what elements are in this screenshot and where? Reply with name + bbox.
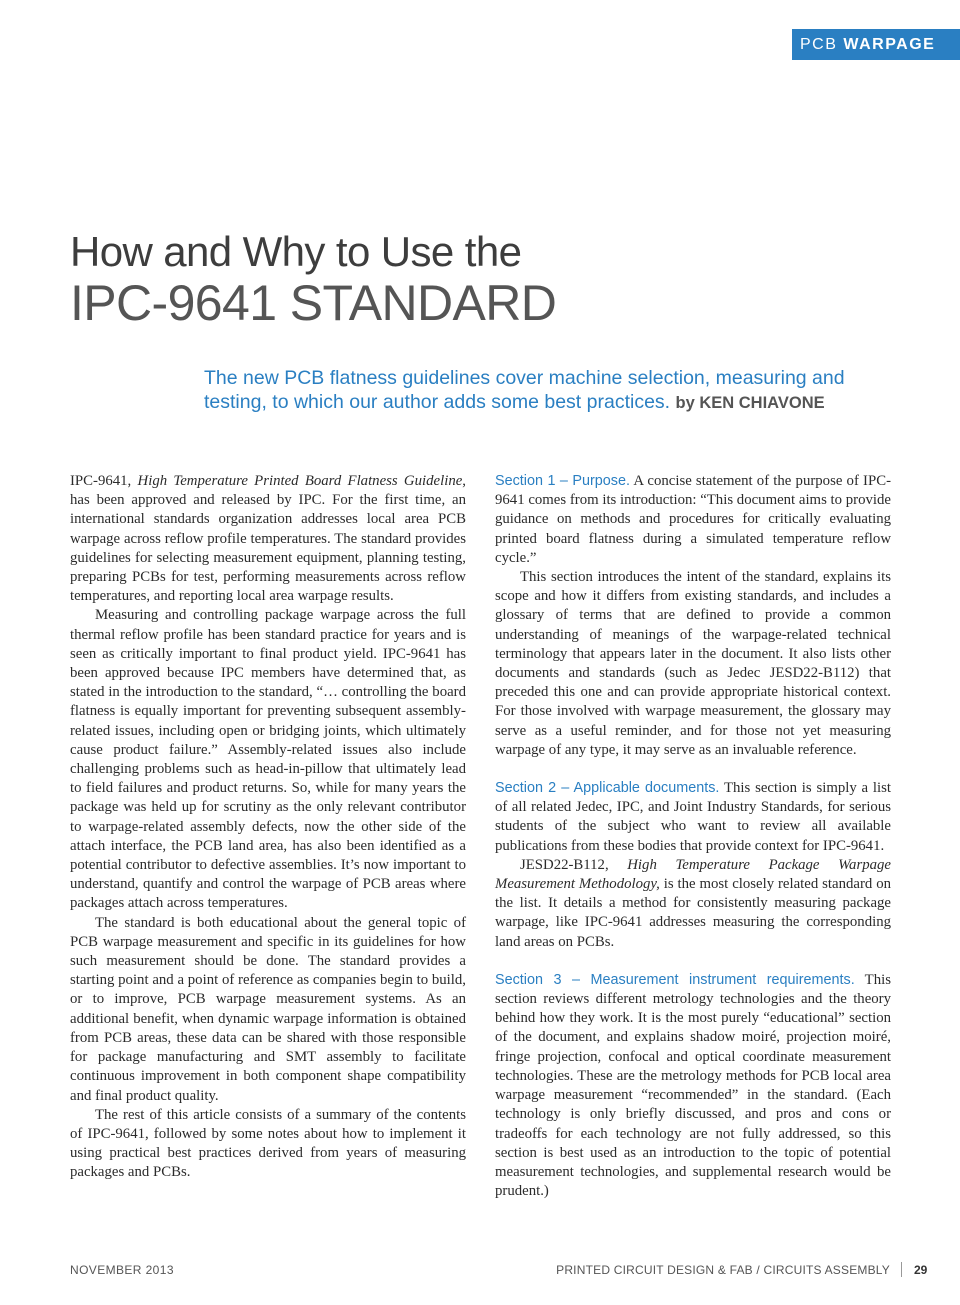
section-1-heading: Section 1 – Purpose. bbox=[495, 473, 631, 489]
article-title bbox=[70, 228, 556, 330]
article-deck bbox=[204, 366, 884, 415]
deck-text: The new PCB flatness guidelines cover machine selection, measuring and testing, to which our author adds some best practices. bbox=[204, 367, 845, 413]
byline: by KEN CHIAVONE bbox=[675, 394, 825, 412]
section-1-paragraph bbox=[495, 472, 891, 568]
section-2-heading: Section 2 – Applicable documents. bbox=[495, 780, 720, 797]
section-3-text: This section reviews different metrology technologies and the theory behind how they work. It is the most purely “educational” section of the document, and explains shadow moiré, projection moiré, fringe projection, confocal and optical coordinate measurement technologies. These are the metrology methods for PCB local area warpage measurement “recommended” in the standard. (Each technology is only briefly discussed, and pros and cons or tradeoffs for each technology are not fully addressed, so this section is best used as an introduction to the topic of potential measurement technologies, and supplemental research would be prudent.) bbox=[495, 971, 891, 1200]
page-footer bbox=[0, 1263, 960, 1279]
section-2-ref-c: is the most closely related standard on the list. It details a method for consistently measuring package warpage, like IPC-9641 addresses measuring the corresponding land areas on PCBs. bbox=[495, 876, 891, 950]
section-2-paragraph bbox=[495, 779, 891, 856]
intro-text-a: IPC-9641, bbox=[70, 473, 138, 489]
intro-text-c: , has been approved and released by IPC. For the first time, an international standards organization addresses local area PCB warpage across reflow profile temperatures. The standard provides guidelines for selecting measurement equipment, planning testing, preparing PCBs for test, performing measurements across reflow temperatures, and reporting local area warpage results. bbox=[70, 473, 466, 605]
section-2-text: This section is simply a list of all related Jedec, IPC, and Joint Industry Standards, for serious students of the subject who want to review all available publications from these bodies that provide context for IPC-9641. bbox=[495, 780, 892, 854]
footer-publication: PRINTED CIRCUIT DESIGN & FAB / CIRCUITS ASSEMBLY bbox=[556, 1263, 890, 1277]
footer-divider bbox=[901, 1262, 902, 1277]
page-number: 29 bbox=[914, 1263, 928, 1277]
paragraph-4: The rest of this article consists of a summary of the contents of IPC-9641, followed by some notes about how to implement it using practical best practices derived from years of measuring packages and PCBs. bbox=[70, 1106, 466, 1181]
section-2-paragraph-2 bbox=[495, 856, 891, 952]
section-tag-word1: PCB bbox=[800, 36, 838, 53]
section-tag-word2: WARPAGE bbox=[843, 36, 936, 53]
section-3-paragraph bbox=[495, 971, 891, 1201]
section-1-paragraph-2: This section introduces the intent of the standard, explains its scope and how it differs from existing standards, and includes a glossary of terms that are defined to provide a common understanding of meanings of the warpage-related technical terminology that appears later in the document. It also lists other documents and standards (such as Jedec JESD22-B112) that preceded this one and can provide appropriate historical context. For those involved with warpage measurement, the glossary may serve as a useful reminder, and for those not yet measuring warpage of any type, it may serve as an invaluable reference. bbox=[495, 569, 891, 758]
section-1-text: A concise statement of the purpose of IPC-9641 comes from its introduction: “This document aims to provide guidance on methods and procedures for critically evaluating printed board flatness during a simulated temperature reflow cycle.” bbox=[495, 473, 892, 566]
section-2-ref-a: JESD22-B112, bbox=[520, 856, 628, 873]
intro-title-italic: High Temperature Printed Board Flatness Guideline bbox=[137, 473, 463, 489]
footer-date: NOVEMBER 2013 bbox=[70, 1263, 174, 1277]
section-3-heading: Section 3 – Measurement instrument requirements. bbox=[495, 971, 855, 988]
right-column bbox=[495, 472, 891, 1201]
paragraph-2: Measuring and controlling package warpage across the full thermal reflow profile has been standard practice for years and is seen as critically important to final product yield. IPC-9641 has been approved because IPC members have determined that, as stated in the introduction to the standard, “… controlling the board flatness is equally important for preventing subsequent assembly-related issues, including open or bridging joints, which ultimately cause product failure.” Assembly-related issues also include challenging problems such as head-in-pillow that ultimately lead to field failures and product returns. So, while for many years the package was held up for scrutiny as the only relevant contributor to warpage-related assembly defects, now the other side of the attach interface, the PCB land area, has also been identified as a potential contributor to defective assemblies. It’s now important to understand, quantify and control the warpage of PCB areas where packages attach across temperatures. bbox=[70, 607, 466, 912]
article-title-line2: IPC-9641 STANDARD bbox=[70, 275, 557, 331]
article-title-line1: How and Why to Use the bbox=[70, 228, 522, 275]
paragraph-3: The standard is both educational about the general topic of PCB warpage measurement and specific in its guidelines for how such measurement should be done. The standard provides a starting point and a point of reference as companies begin to build, or to improve, PCB warpage measurement systems. As an additional benefit, when dynamic warpage information is obtained from PCB areas, these data can be shared with those responsible for package manufacturing and SMT assembly to facilitate continuous improvement in both component shape compatibility and final product quality. bbox=[70, 914, 466, 1104]
section-tag bbox=[792, 29, 960, 60]
paragraph-intro bbox=[70, 472, 466, 606]
left-column bbox=[70, 472, 466, 1183]
section-2-ref-title: High Temperature Package Warpage Measurement Methodology, bbox=[495, 856, 891, 893]
